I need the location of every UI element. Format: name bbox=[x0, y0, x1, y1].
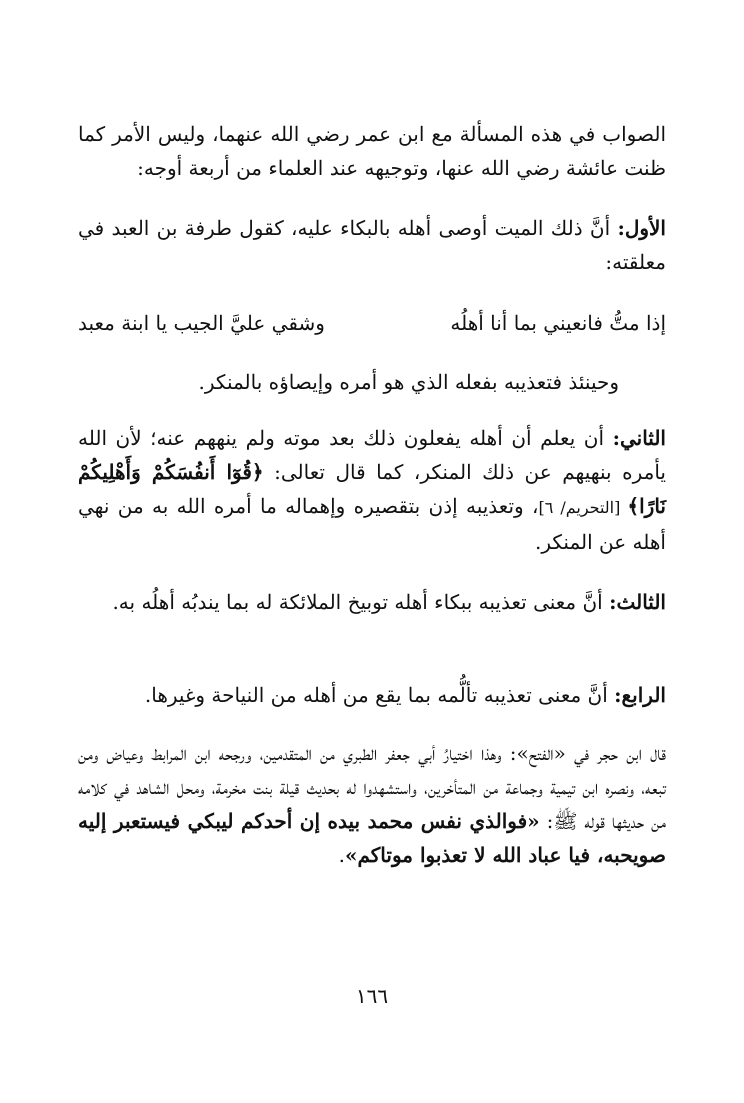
second-reason-text-b: ، وتعذيبه إذن بتقصيره وإهماله ما أمره الله به من نهي أهله عن المنكر. bbox=[78, 494, 666, 554]
fourth-reason-text: أنَّ معنى تعذيبه تألُّمه بما يقع من أهله من النياحة وغيرها. bbox=[144, 683, 615, 707]
third-reason-label: الثالث: bbox=[609, 590, 666, 614]
second-reason-text-a: أن يعلم أن أهله يفعلون ذلك بعد موته ولم ينههم عنه؛ لأن الله يأمره بنهيهم عن ذلك المنكر، كما قال تعالى: bbox=[78, 426, 666, 484]
third-reason-text: أنَّ معنى تعذيبه ببكاء أهله توبيخ الملائكة له بما يندبُه أهلُه به. bbox=[112, 590, 610, 614]
intro-text: الصواب في هذه المسألة مع ابن عمر رضي الله عنهما، وليس الأمر كما ظنت عائشة رضي الله عنها، وتوجيهه عند العلماء من أربعة أوجه: bbox=[78, 122, 666, 180]
first-reason-text: أنَّ ذلك الميت أوصى أهله بالبكاء عليه، كقول طرفة بن العبد في معلقته: bbox=[78, 216, 666, 274]
paragraph-end: . bbox=[338, 843, 345, 867]
first-reason-label: الأول: bbox=[617, 216, 666, 240]
first-reason-paragraph bbox=[78, 211, 666, 279]
page-number: ١٦٦ bbox=[355, 984, 389, 1008]
second-reason-paragraph bbox=[78, 421, 666, 559]
second-reason-label: الثاني: bbox=[612, 426, 666, 450]
after-verse-line bbox=[78, 365, 619, 399]
fourth-reason-paragraph bbox=[78, 678, 666, 712]
quran-reference: [التحريم/ ٦] bbox=[538, 498, 628, 517]
verse-first-hemistich: إذا متُّ فانعيني بما أنا أهلُه bbox=[450, 311, 666, 335]
third-reason-paragraph bbox=[78, 585, 666, 619]
fourth-reason-label: الرابع: bbox=[614, 683, 666, 707]
after-verse-text: وحينئذ فتعذيبه بفعله الذي هو أمره وإيصاؤه بالمنكر. bbox=[198, 370, 619, 394]
intro-paragraph bbox=[78, 117, 666, 185]
poetry-verse bbox=[78, 303, 666, 343]
ibn-hajar-text: قال ابن حجر في «الفتح»: وهذا اختيارُ أبي جعفر الطبري من المتقدمين، ورجحه ابن المرابط وعياض ومن تبعه، ونصره ابن تيمية وجماعة من المتأخرين، واستشهدوا له بحديث قيلة بنت مخرمة، ومحل الشاهد في كلامه من حديثها قوله ﷺ: bbox=[78, 741, 666, 833]
ibn-hajar-paragraph bbox=[78, 736, 666, 872]
verse-second-hemistich: وشقي عليَّ الجيب يا ابنة معبد bbox=[78, 311, 325, 335]
quran-verse: ﴿قُوٓا أَنفُسَكُمْ وَأَهْلِيكُمْ نَارًا﴾ bbox=[78, 460, 666, 518]
hadith-text: «فوالذي نفس محمد بيده إن أحدكم ليبكي فيستعبر إليه صويحبه، فيا عباد الله لا تعذبوا موتاكم» bbox=[78, 809, 666, 867]
